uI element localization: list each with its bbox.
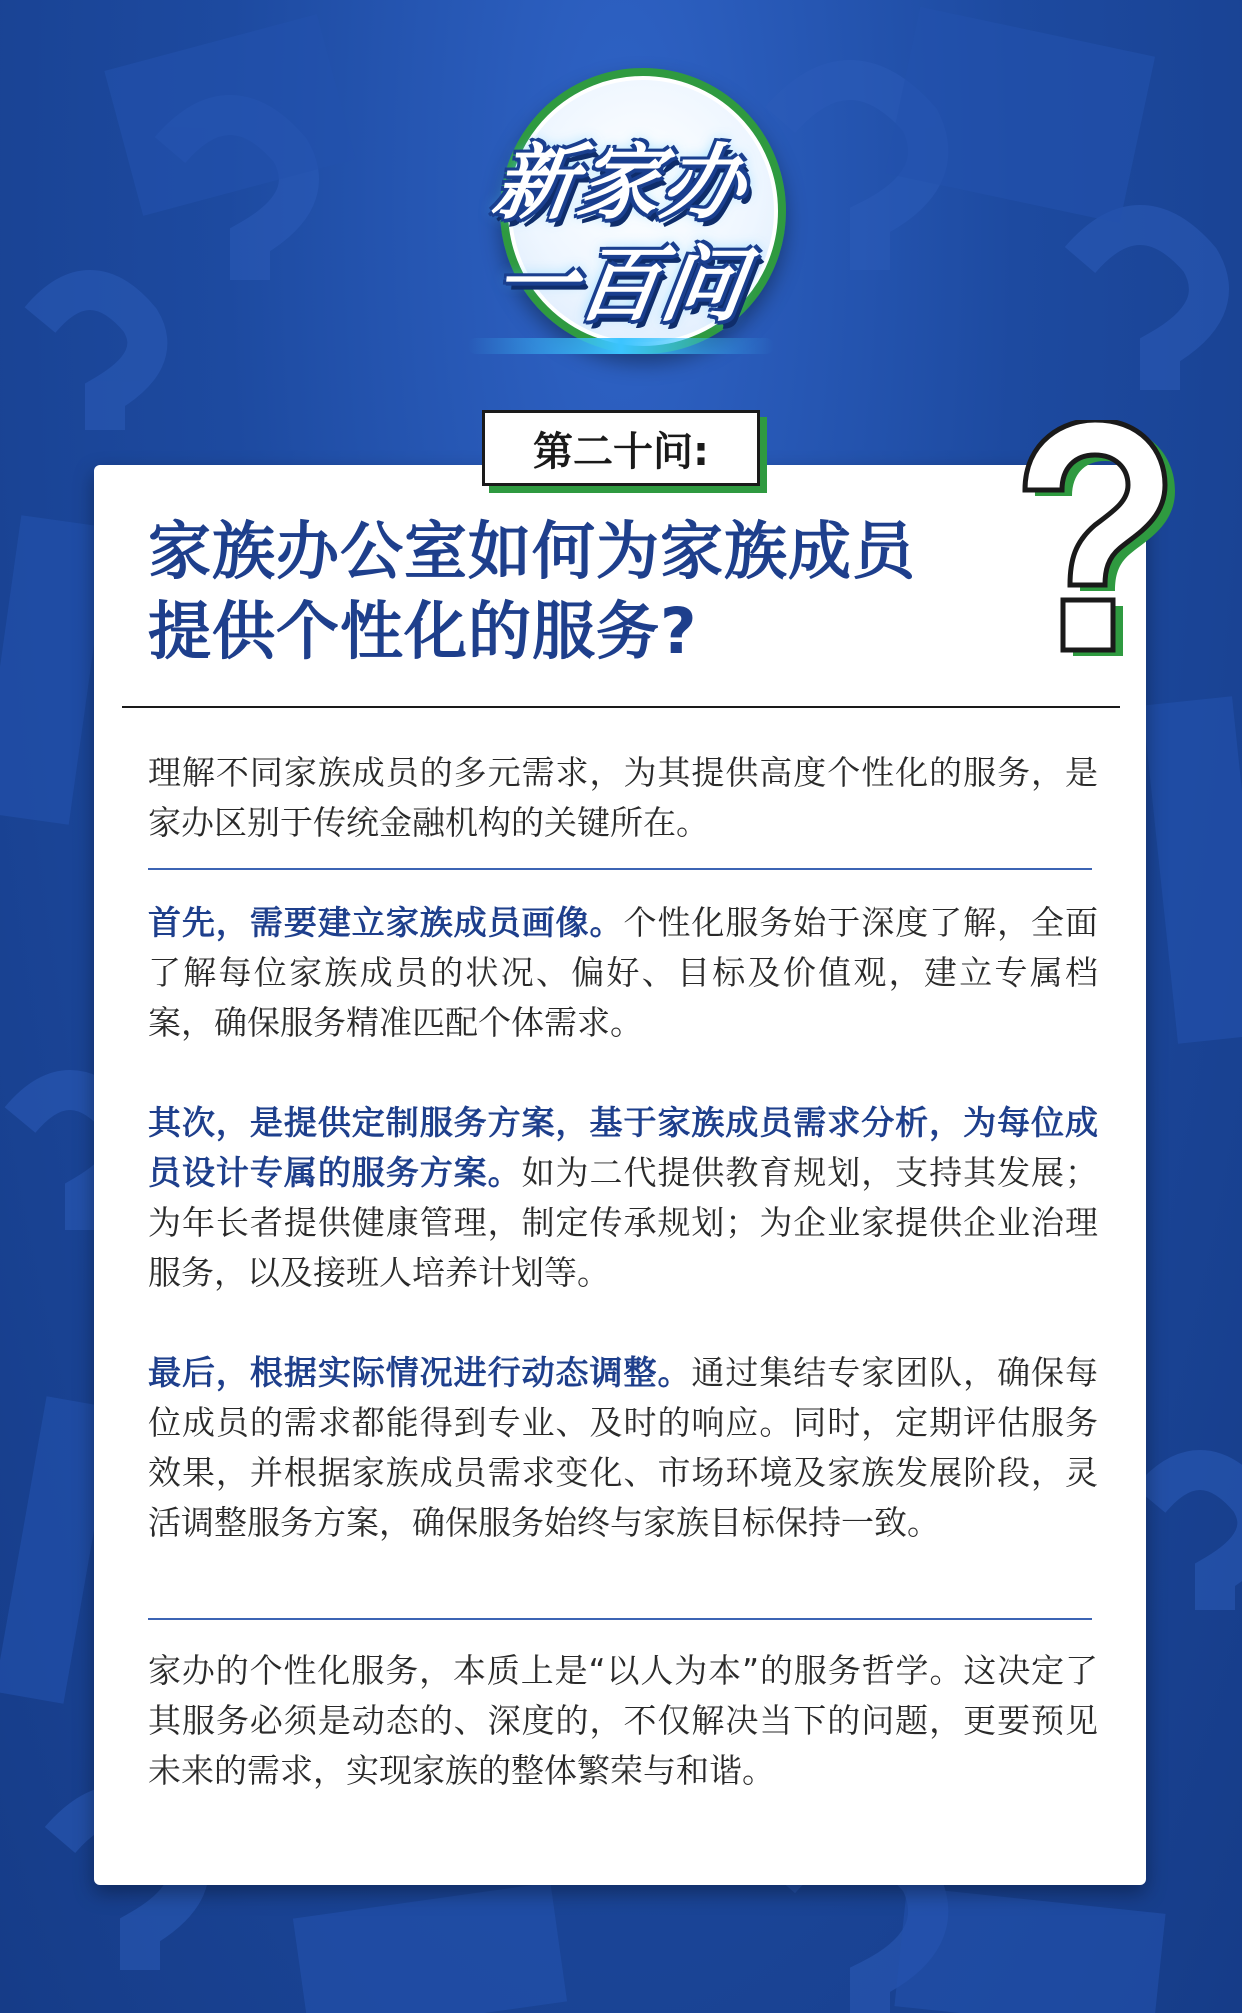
logo-line1: 新家办 (487, 136, 753, 231)
paragraph-text: 家办的个性化服务，本质上是“以人为本”的服务哲学。这决定了其服务必须是动态的、深度的，不仅解决当下的问题，更要预见未来的需求，实现家族的整体繁荣与和谐。 (148, 1651, 1098, 1790)
paragraph-second (148, 1098, 1098, 1298)
title-divider (122, 706, 1120, 708)
paragraph-text: 个性化服务始于深度了解，全面了解每位家族成员的状况、偏好、目标及价值观，建立专属档案，确保服务精准匹配个体需求。 (148, 903, 1099, 1042)
logo (448, 68, 794, 368)
paragraph-first (148, 898, 1098, 1048)
paragraph-highlight: 首先，需要建立家族成员画像。 (148, 903, 624, 942)
section-divider (148, 1618, 1092, 1620)
title-line2: 提供个性化的服务? (148, 595, 698, 668)
paragraph-highlight: 其次，是提供定制服务方案，基于家族成员需求分析，为每位成员设计专属的服务方案。 (148, 1103, 1098, 1192)
paragraph-text: 理解不同家族成员的多元需求，为其提供高度个性化的服务，是家办区别于传统金融机构的关键所在。 (148, 753, 1098, 842)
paragraph-highlight: 最后，根据实际情况进行动态调整。 (148, 1353, 692, 1392)
paragraph-conclusion (148, 1646, 1098, 1796)
logo-line2: 一百问 (487, 238, 753, 333)
question-label: 第二十问: (482, 410, 760, 486)
section-divider (148, 868, 1092, 870)
page-title (148, 512, 1048, 672)
logo-glow (468, 338, 774, 354)
paragraph-intro (148, 748, 1098, 848)
paragraph-third (148, 1348, 1098, 1548)
paragraph-text: 通过集结专家团队，确保每位成员的需求都能得到专业、及时的响应。同时，定期评估服务效果，并根据家族成员需求变化、市场环境及家族发展阶段，灵活调整服务方案，确保服务始终与家族目标保持一致。 (148, 1353, 1099, 1542)
paragraph-text: 如为二代提供教育规划，支持其发展；为年长者提供健康管理，制定传承规划；为企业家提供企业治理服务，以及接班人培养计划等。 (148, 1153, 1099, 1292)
title-line1: 家族办公室如何为家族成员 (148, 515, 916, 588)
